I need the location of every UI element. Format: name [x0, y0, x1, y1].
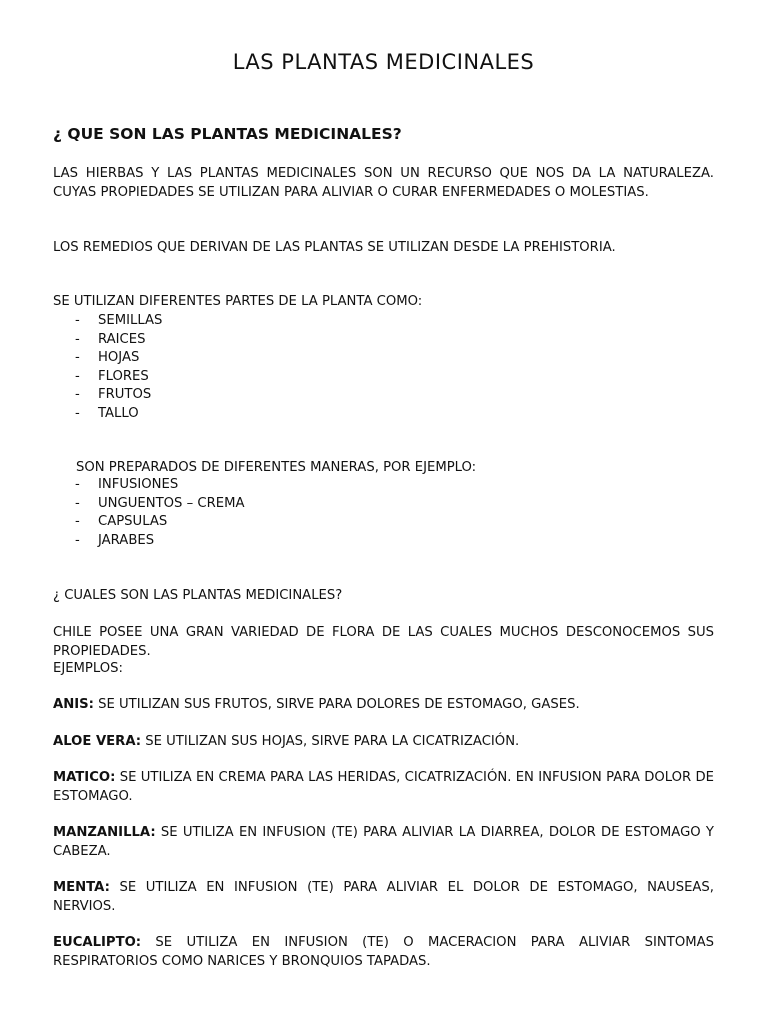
list-dash: -: [75, 477, 80, 492]
list-item-text: JARABES: [98, 532, 155, 548]
which-heading: ¿ CUALES SON LAS PLANTAS MEDICINALES?: [53, 588, 343, 603]
list-dash: -: [75, 532, 80, 548]
list-item: [53, 368, 162, 387]
parts-list: [53, 312, 162, 424]
document-title: LAS PLANTAS MEDICINALES: [232, 50, 535, 74]
plant-description: SE UTILIZA EN INFUSION (TE) PARA ALIVIAR LA DIARREA, DOLOR DE ESTOMAGO Y CABEZA.: [53, 825, 714, 859]
plant-name: EUCALIPTO:: [53, 935, 142, 950]
plant-description: SE UTILIZA EN INFUSION (TE) O MACERACION PARA ALIVIAR SINTOMAS RESPIRATORIOS COMO NARICES Y BRONQUIOS TAPADAS.: [53, 935, 714, 969]
list-item: [53, 405, 162, 424]
list-dash: -: [75, 387, 80, 403]
list-item: [53, 495, 244, 514]
preparations-intro: SON PREPARADOS DE DIFERENTES MANERAS, POR EJEMPLO:: [76, 460, 477, 475]
list-item: [53, 476, 244, 495]
list-dash: -: [75, 350, 80, 366]
list-dash: -: [75, 331, 80, 347]
section-heading-what-are: ¿ QUE SON LAS PLANTAS MEDICINALES?: [53, 125, 402, 143]
plant-entry-eucalipto: [53, 934, 714, 971]
list-item: [53, 331, 162, 350]
plant-entry-matico: [53, 769, 714, 806]
chile-paragraph: CHILE POSEE UNA GRAN VARIEDAD DE FLORA DE LAS CUALES MUCHOS DESCONOCEMOS SUS PROPIEDADES.: [53, 625, 714, 659]
list-item-text: SEMILLAS: [98, 313, 163, 328]
list-dash: -: [75, 514, 80, 530]
list-item-text: TALLO: [98, 405, 139, 421]
plant-entry-menta: [53, 879, 714, 916]
plant-name: ANIS:: [53, 697, 94, 712]
list-item-text: CAPSULAS: [98, 514, 168, 530]
list-dash: -: [75, 405, 80, 421]
list-dash: -: [75, 368, 80, 384]
list-item-text: UNGUENTOS – CREMA: [98, 495, 245, 511]
plant-description: SE UTILIZA EN CREMA PARA LAS HERIDAS, CICATRIZACIÓN. EN INFUSION PARA DOLOR DE ESTOMAGO.: [53, 770, 714, 804]
plant-description: SE UTILIZA EN INFUSION (TE) PARA ALIVIAR EL DOLOR DE ESTOMAGO, NAUSEAS, NERVIOS.: [53, 880, 714, 914]
list-item-text: RAICES: [98, 331, 146, 347]
plant-entry-anis: [53, 696, 714, 715]
list-item-text: INFUSIONES: [98, 477, 179, 492]
list-dash: -: [75, 495, 80, 511]
plant-description: SE UTILIZAN SUS HOJAS, SIRVE PARA LA CICATRIZACIÓN.: [141, 734, 520, 749]
list-item: [53, 532, 244, 551]
list-item: [53, 386, 162, 405]
plant-name: MENTA:: [53, 880, 110, 895]
plant-description: SE UTILIZAN SUS FRUTOS, SIRVE PARA DOLORES DE ESTOMAGO, GASES.: [93, 697, 580, 712]
plant-entry-manzanilla: [53, 824, 714, 861]
examples-label: EJEMPLOS:: [53, 661, 123, 676]
parts-intro: SE UTILIZAN DIFERENTES PARTES DE LA PLANTA COMO:: [53, 294, 423, 309]
document-page: [53, 0, 714, 1024]
intro-paragraph-1: LAS HIERBAS Y LAS PLANTAS MEDICINALES SON UN RECURSO QUE NOS DA LA NATURALEZA. CUYAS PROPIEDADES SE UTILIZAN PARA ALIVIAR O CURAR ENFERMEDADES O MOLESTIAS.: [53, 166, 714, 200]
list-dash: -: [75, 313, 80, 328]
list-item-text: HOJAS: [98, 350, 140, 366]
list-item: [53, 312, 162, 331]
list-item: [53, 349, 162, 368]
plant-entry-aloe-vera: [53, 733, 714, 752]
intro-paragraph-2: LOS REMEDIOS QUE DERIVAN DE LAS PLANTAS SE UTILIZAN DESDE LA PREHISTORIA.: [53, 240, 616, 255]
plant-name: MANZANILLA:: [53, 825, 156, 840]
plant-name: ALOE VERA:: [53, 734, 142, 749]
list-item-text: FLORES: [98, 368, 149, 384]
list-item-text: FRUTOS: [98, 387, 152, 403]
list-item: [53, 513, 244, 532]
plant-name: MATICO:: [53, 770, 116, 785]
preparations-list: [53, 476, 244, 550]
